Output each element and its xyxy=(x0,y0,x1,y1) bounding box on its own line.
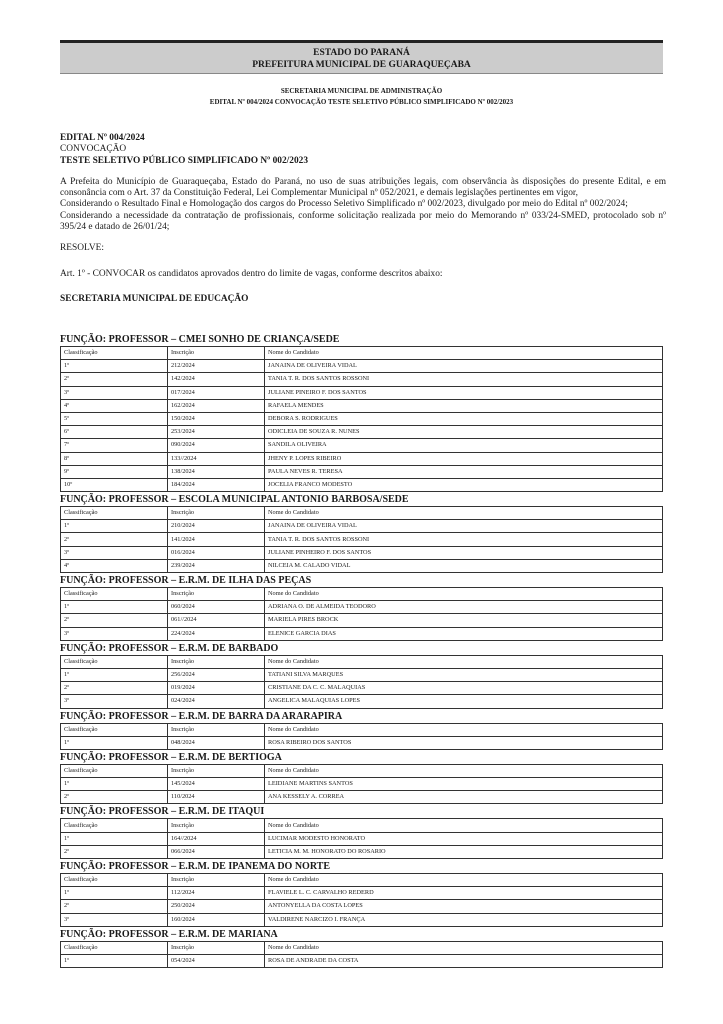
registration-cell: 212/2024 xyxy=(168,360,265,373)
function-title: FUNÇÃO: PROFESSOR – E.R.M. DE ILHA DAS PEÇAS xyxy=(60,575,312,586)
registration-cell: 239/2024 xyxy=(168,559,265,572)
classification-cell: 1º xyxy=(61,668,168,681)
column-header: Nome do Candidato xyxy=(265,347,663,360)
candidate-table xyxy=(60,723,663,750)
candidate-table xyxy=(60,764,663,805)
registration-cell: 090/2024 xyxy=(168,439,265,452)
registration-cell: 141/2024 xyxy=(168,533,265,546)
column-header: Classificação xyxy=(61,819,168,832)
table-row xyxy=(61,900,663,913)
column-header: Classificação xyxy=(61,764,168,777)
registration-cell: 060/2024 xyxy=(168,601,265,614)
candidate-name-cell: RAFAELA MENDES xyxy=(265,399,663,412)
classification-cell: 10º xyxy=(61,478,168,491)
table-header-row xyxy=(61,764,663,777)
column-header: Inscrição xyxy=(168,655,265,668)
column-header: Inscrição xyxy=(168,819,265,832)
candidate-name-cell: JULIANE PINHEIRO F. DOS SANTOS xyxy=(265,546,663,559)
classification-cell: 9º xyxy=(61,465,168,478)
table-header-row xyxy=(61,723,663,736)
candidate-table xyxy=(60,655,663,709)
candidate-name-cell: ANA KESSELY A. CORREA xyxy=(265,791,663,804)
classification-cell: 5º xyxy=(61,412,168,425)
candidate-table xyxy=(60,873,663,927)
edital-title: EDITAL Nº 004/2024 xyxy=(60,133,145,143)
table-row xyxy=(61,736,663,749)
table-row xyxy=(61,412,663,425)
candidate-name-cell: JANAINA DE OLIVEIRA VIDAL xyxy=(265,520,663,533)
table-header-row xyxy=(61,655,663,668)
function-title: FUNÇÃO: PROFESSOR – E.R.M. DE BARBADO xyxy=(60,642,279,654)
candidate-name-cell: ANGELICA MALAQUIAS LOPES xyxy=(265,695,663,708)
subheader xyxy=(60,86,663,108)
classification-cell: 1º xyxy=(61,520,168,533)
table-row xyxy=(61,682,663,695)
registration-cell: 224/2024 xyxy=(168,627,265,640)
registration-cell: 138/2024 xyxy=(168,465,265,478)
registration-cell: 133//2024 xyxy=(168,452,265,465)
classification-cell: 3º xyxy=(61,386,168,399)
table-row xyxy=(61,627,663,640)
registration-cell: 016/2024 xyxy=(168,546,265,559)
classification-cell: 3º xyxy=(61,627,168,640)
edital-test-title: TESTE SELETIVO PÚBLICO SIMPLIFICADO Nº 002/2023 xyxy=(60,155,309,166)
column-header: Classificação xyxy=(61,347,168,360)
column-header: Classificação xyxy=(61,723,168,736)
candidate-name-cell: NILCEIA M. CALADO VIDAL xyxy=(265,559,663,572)
table-row xyxy=(61,426,663,439)
resolve-text: RESOLVE: xyxy=(60,243,104,254)
edital-subtitle: CONVOCAÇÃO xyxy=(60,144,127,155)
classification-cell: 2º xyxy=(61,533,168,546)
table-row xyxy=(61,559,663,572)
function-title: FUNÇÃO: PROFESSOR – E.R.M. DE BERTIOGA xyxy=(60,751,282,763)
column-header: Classificação xyxy=(61,874,168,887)
column-header: Inscrição xyxy=(168,507,265,520)
registration-cell: 162/2024 xyxy=(168,399,265,412)
classification-cell: 3º xyxy=(61,695,168,708)
candidate-table xyxy=(60,587,663,641)
table-row xyxy=(61,832,663,845)
table-header-row xyxy=(61,588,663,601)
registration-cell: 142/2024 xyxy=(168,373,265,386)
registration-cell: 024/2024 xyxy=(168,695,265,708)
registration-cell: 210/2024 xyxy=(168,520,265,533)
candidate-name-cell: TANIA T. R. DOS SANTOS ROSSONI xyxy=(265,533,663,546)
candidate-name-cell: JOCELIA FRANCO MODESTO xyxy=(265,478,663,491)
classification-cell: 6º xyxy=(61,426,168,439)
classification-cell: 3º xyxy=(61,913,168,926)
table-row xyxy=(61,601,663,614)
table-header-row xyxy=(61,507,663,520)
candidate-name-cell: TATIANI SILVA MARQUES xyxy=(265,668,663,681)
table-row xyxy=(61,520,663,533)
classification-cell: 7º xyxy=(61,439,168,452)
candidate-table xyxy=(60,818,663,859)
registration-cell: 256/2024 xyxy=(168,668,265,681)
function-title: FUNÇÃO: PROFESSOR – E.R.M. DE MARIANA xyxy=(60,928,278,940)
candidate-name-cell: TANIA T. R. DOS SANTOS ROSSONI xyxy=(265,373,663,386)
classification-cell: 1º xyxy=(61,778,168,791)
classification-cell: 1º xyxy=(61,601,168,614)
classification-cell: 4º xyxy=(61,399,168,412)
column-header: Nome do Candidato xyxy=(265,655,663,668)
classification-cell: 1º xyxy=(61,736,168,749)
function-title: FUNÇÃO: PROFESSOR – ESCOLA MUNICIPAL ANTONIO BARBOSA/SEDE xyxy=(60,494,409,506)
table-row xyxy=(61,465,663,478)
candidate-table xyxy=(60,346,663,492)
candidate-name-cell: JULIANE PINEIRO F. DOS SANTOS xyxy=(265,386,663,399)
registration-cell: 145/2024 xyxy=(168,778,265,791)
paragraph-considering-result: Considerando o Resultado Final e Homologação dos cargos do Processo Seletivo Simplificado nº 002/2023, divulgado por meio do Edital nº 002/2024; xyxy=(60,199,628,210)
column-header: Classificação xyxy=(61,941,168,954)
classification-cell: 4º xyxy=(61,559,168,572)
classification-cell: 2º xyxy=(61,682,168,695)
column-header: Nome do Candidato xyxy=(265,507,663,520)
classification-cell: 8º xyxy=(61,452,168,465)
column-header: Nome do Candidato xyxy=(265,941,663,954)
candidate-name-cell: ANTONYELLA DA COSTA LOPES xyxy=(265,900,663,913)
registration-cell: 110/2024 xyxy=(168,791,265,804)
column-header: Inscrição xyxy=(168,723,265,736)
function-title: FUNÇÃO: PROFESSOR – E.R.M. DE IPANEMA DO NORTE xyxy=(60,861,331,872)
registration-cell: 112/2024 xyxy=(168,887,265,900)
classification-cell: 2º xyxy=(61,373,168,386)
column-header: Classificação xyxy=(61,507,168,520)
candidate-name-cell: CRISTIANE DA C. C. MALAQUIAS xyxy=(265,682,663,695)
classification-cell: 2º xyxy=(61,845,168,858)
registration-cell: 184/2024 xyxy=(168,478,265,491)
candidate-name-cell: SANDILA OLIVEIRA xyxy=(265,439,663,452)
table-row xyxy=(61,439,663,452)
column-header: Nome do Candidato xyxy=(265,588,663,601)
registration-cell: 017/2024 xyxy=(168,386,265,399)
table-row xyxy=(61,399,663,412)
section-title: SECRETARIA MUNICIPAL DE EDUCAÇÃO xyxy=(60,293,249,304)
article-1: Art. 1º - CONVOCAR os candidatos aprovados dentro do limite de vagas, conforme descritos abaixo: xyxy=(60,268,443,279)
column-header: Inscrição xyxy=(168,588,265,601)
candidate-name-cell: ODICLEIA DE SOUZA R. NUNES xyxy=(265,426,663,439)
column-header: Classificação xyxy=(61,588,168,601)
candidate-name-cell: FLAVIELE L. C. CARVALHO REDERD xyxy=(265,887,663,900)
candidate-name-cell: MARIELA PIRES BROCK xyxy=(265,614,663,627)
column-header: Nome do Candidato xyxy=(265,819,663,832)
candidate-name-cell: JHENY P. LOPES RIBEIRO xyxy=(265,452,663,465)
column-header: Nome do Candidato xyxy=(265,874,663,887)
document-body xyxy=(60,133,666,305)
candidate-table xyxy=(60,506,663,573)
candidate-name-cell: LUCIMAR MODESTO HONORATO xyxy=(265,832,663,845)
candidate-name-cell: LETICIA M. M. HONORATO DO ROSARIO xyxy=(265,845,663,858)
candidate-name-cell: PAULA NEVES R. TERESA xyxy=(265,465,663,478)
registration-cell: 150/2024 xyxy=(168,412,265,425)
classification-cell: 1º xyxy=(61,887,168,900)
candidate-name-cell: ROSA RIBEIRO DOS SANTOS xyxy=(265,736,663,749)
state-header-banner xyxy=(60,40,663,74)
candidate-name-cell: LEIDIANE MARTINS SANTOS xyxy=(265,778,663,791)
registration-cell: 048/2024 xyxy=(168,736,265,749)
subheader-edital: EDITAL Nº 004/2024 CONVOCAÇÃO TESTE SELETIVO PÚBLICO SIMPLIFICADO Nº 002/2023 xyxy=(209,98,514,106)
header-prefeitura: PREFEITURA MUNICIPAL DE GUARAQUEÇABA xyxy=(252,60,471,70)
table-row xyxy=(61,546,663,559)
candidate-groups xyxy=(60,333,663,969)
classification-cell: 1º xyxy=(61,954,168,967)
table-header-row xyxy=(61,819,663,832)
column-header: Inscrição xyxy=(168,941,265,954)
column-header: Inscrição xyxy=(168,764,265,777)
classification-cell: 2º xyxy=(61,614,168,627)
table-row xyxy=(61,533,663,546)
column-header: Classificação xyxy=(61,655,168,668)
table-row xyxy=(61,478,663,491)
function-title: FUNÇÃO: PROFESSOR – CMEI SONHO DE CRIANÇA/SEDE xyxy=(60,334,340,345)
candidate-name-cell: DEBORA S. RODRIGUES xyxy=(265,412,663,425)
candidate-name-cell: ELENICE GARCIA DIAS xyxy=(265,627,663,640)
table-row xyxy=(61,360,663,373)
classification-cell: 1º xyxy=(61,832,168,845)
function-title: FUNÇÃO: PROFESSOR – E.R.M. DE ITAQUI xyxy=(60,806,265,818)
table-row xyxy=(61,954,663,967)
subheader-secretaria: SECRETARIA MUNICIPAL DE ADMINISTRAÇÃO xyxy=(280,87,443,95)
classification-cell: 2º xyxy=(61,900,168,913)
column-header: Inscrição xyxy=(168,874,265,887)
column-header: Nome do Candidato xyxy=(265,764,663,777)
column-header: Inscrição xyxy=(168,347,265,360)
candidate-name-cell: ROSA DE ANDRADE DA COSTA xyxy=(265,954,663,967)
column-header: Nome do Candidato xyxy=(265,723,663,736)
function-title: FUNÇÃO: PROFESSOR – E.R.M. DE BARRA DA ARARAPIRA xyxy=(60,710,343,722)
table-row xyxy=(61,791,663,804)
table-header-row xyxy=(61,347,663,360)
candidate-name-cell: ADRIANA O. DE ALMEIDA TEODORO xyxy=(265,601,663,614)
registration-cell: 250/2024 xyxy=(168,900,265,913)
registration-cell: 019/2024 xyxy=(168,682,265,695)
table-header-row xyxy=(61,941,663,954)
table-header-row xyxy=(61,874,663,887)
table-row xyxy=(61,614,663,627)
registration-cell: 164//2024 xyxy=(168,832,265,845)
paragraph-preamble: A Prefeita do Município de Guaraqueçaba, Estado do Paraná, no uso de suas atribuições legais, com observância às disposições do presente Edital, e em consonância com o Art. 37 da Constituição Federal, Lei Complementar Municipal nº 052/2021, e demais legislações pertinentes em vigor, xyxy=(60,176,666,199)
table-row xyxy=(61,913,663,926)
table-row xyxy=(61,887,663,900)
table-row xyxy=(61,386,663,399)
registration-cell: 061//2024 xyxy=(168,614,265,627)
table-row xyxy=(61,452,663,465)
paragraph-considering-need: Considerando a necessidade da contratação de profissionais, conforme solicitação realizada por meio do Memorando nº 033/24-SMED, protocolado sob nº 395/24 e datado de 26/01/24; xyxy=(60,210,666,233)
table-row xyxy=(61,778,663,791)
classification-cell: 2º xyxy=(61,791,168,804)
classification-cell: 1º xyxy=(61,360,168,373)
table-row xyxy=(61,373,663,386)
candidate-name-cell: VALDIRENE NARCIZO I. FRANÇA xyxy=(265,913,663,926)
header-state: ESTADO DO PARANÁ xyxy=(313,48,410,58)
table-row xyxy=(61,845,663,858)
registration-cell: 066/2024 xyxy=(168,845,265,858)
table-row xyxy=(61,668,663,681)
registration-cell: 160/2024 xyxy=(168,913,265,926)
table-row xyxy=(61,695,663,708)
registration-cell: 054/2024 xyxy=(168,954,265,967)
candidate-table xyxy=(60,941,663,968)
classification-cell: 3º xyxy=(61,546,168,559)
candidate-name-cell: JANAINA DE OLIVEIRA VIDAL xyxy=(265,360,663,373)
registration-cell: 253/2024 xyxy=(168,426,265,439)
